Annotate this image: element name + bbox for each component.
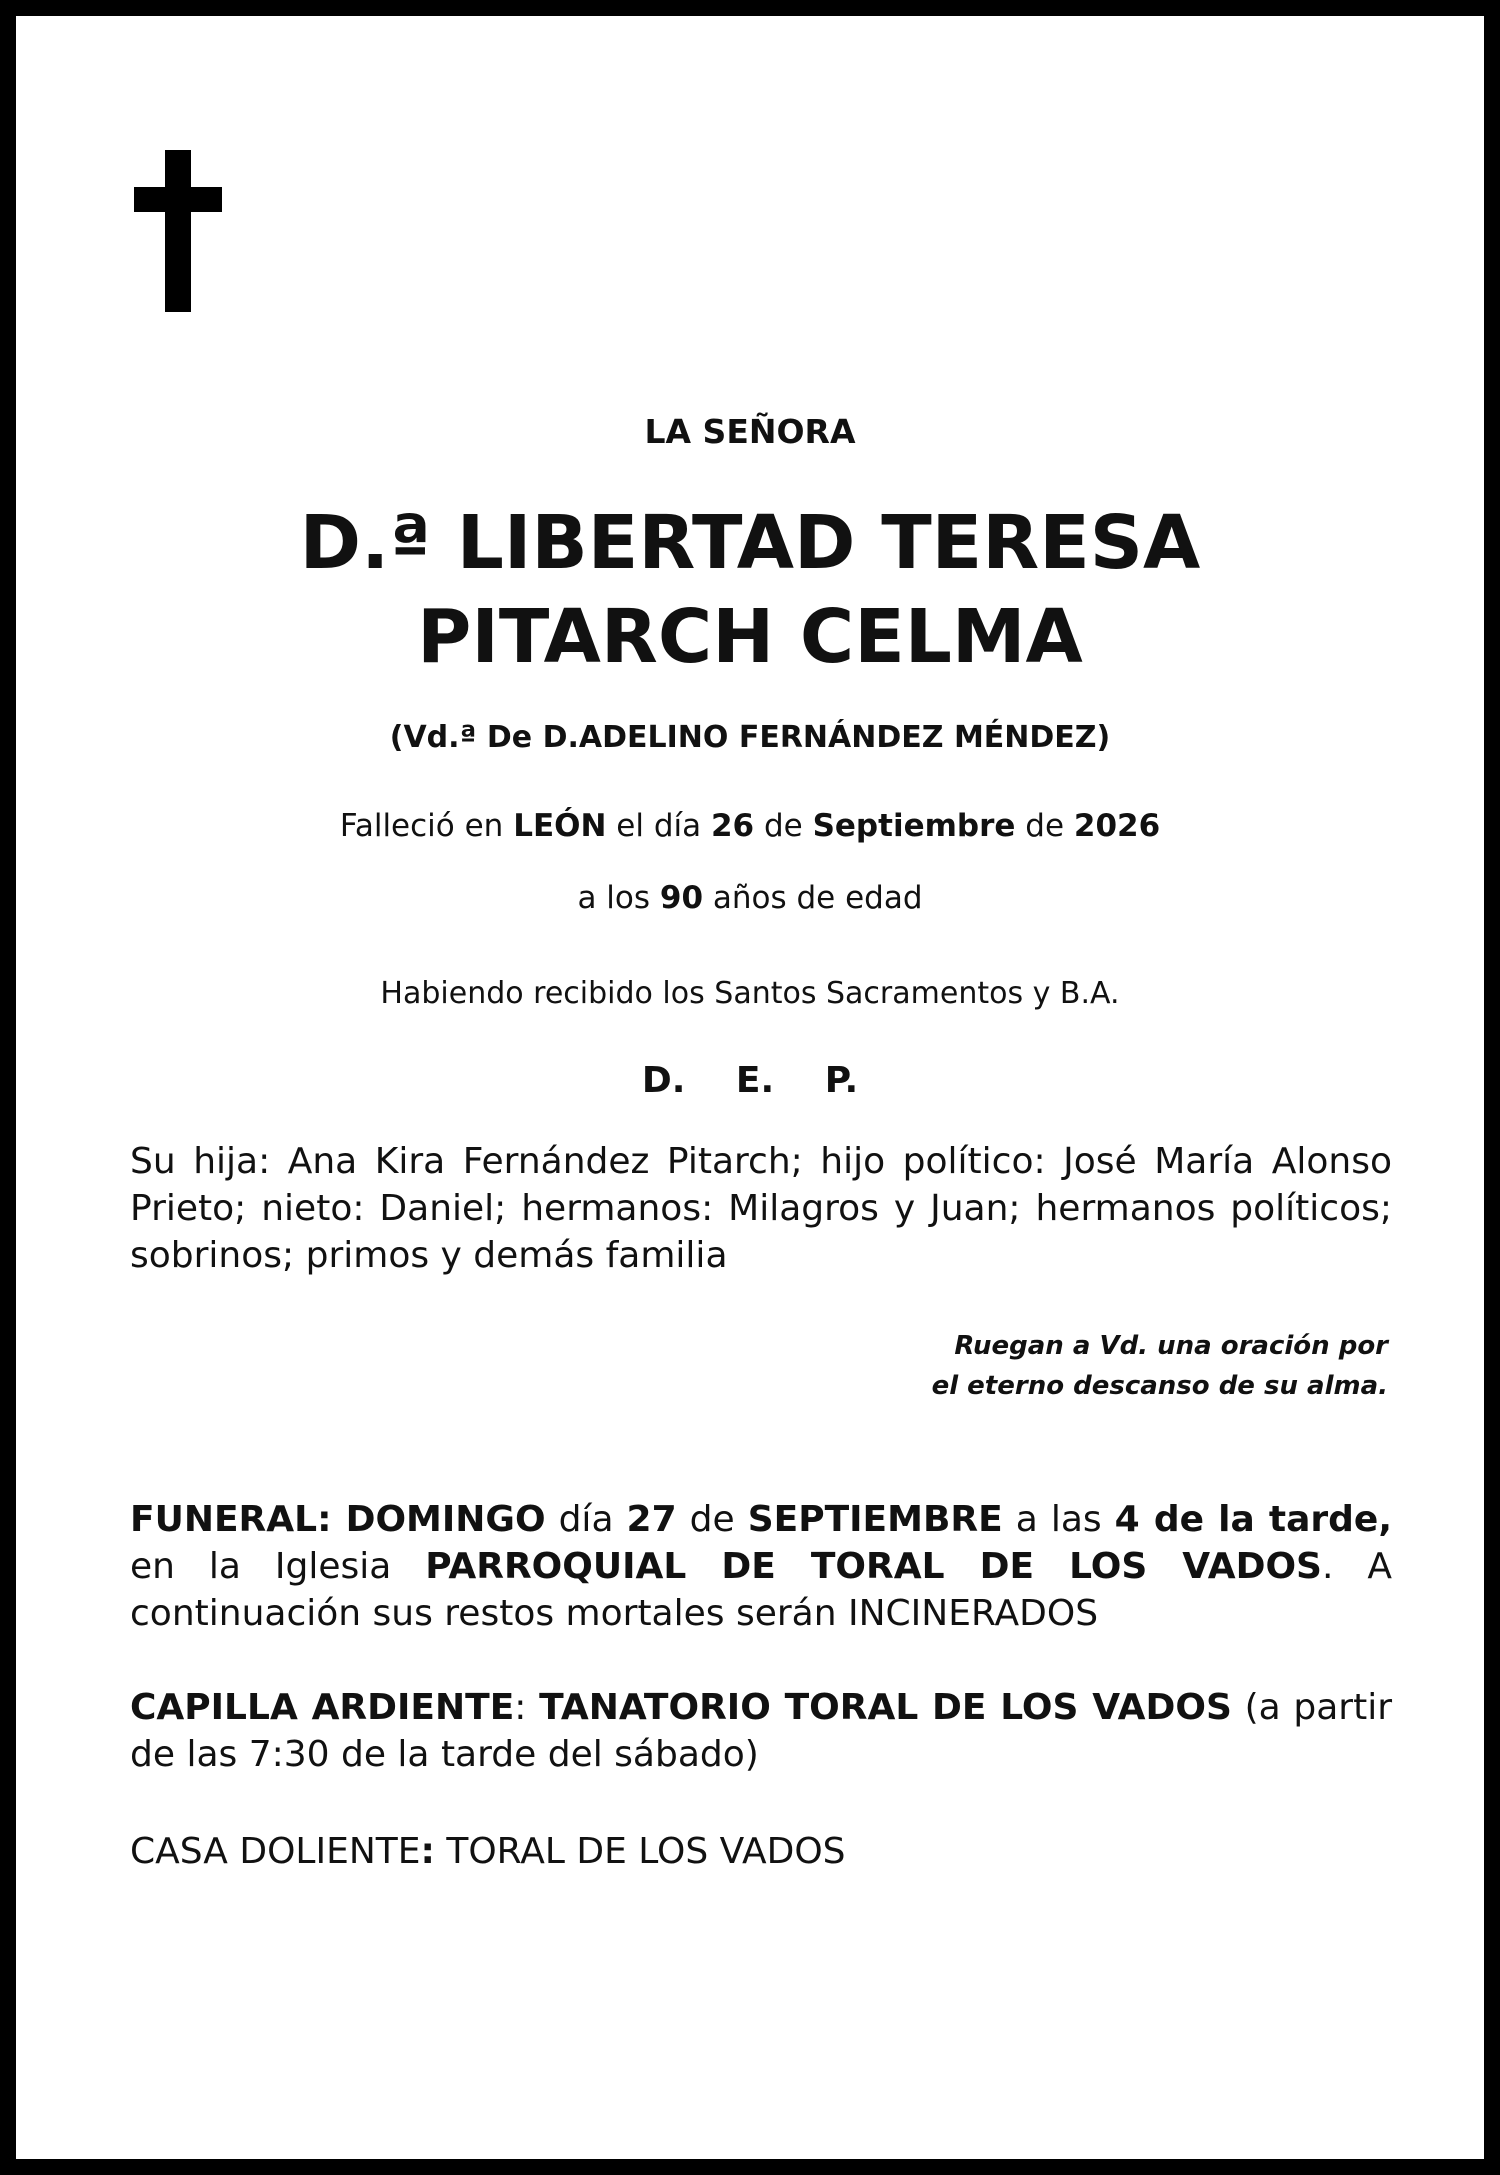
dep-line: D. E. P. bbox=[641, 1060, 859, 1101]
house-paragraph bbox=[130, 1828, 1392, 1875]
prayer-request bbox=[932, 1326, 1388, 1406]
funeral-text-1: día bbox=[545, 1499, 627, 1540]
funeral-text-5: . A continuación sus restos mortales serán INCINERADOS bbox=[130, 1546, 1392, 1634]
house-label: CASA DOLIENTE bbox=[130, 1831, 421, 1872]
family-paragraph: Su hija: Ana Kira Fernández Pitarch; hijo político: José María Alonso Prieto; nieto: Daniel; hermanos: Milagros y Juan; hermanos políticos; sobrinos; primos y demás familia bbox=[130, 1141, 1392, 1276]
notice-intro: LA SEÑORA bbox=[644, 412, 856, 451]
deceased-name-line1: D.ª LIBERTAD TERESA bbox=[299, 500, 1201, 586]
funeral-label: FUNERAL: DOMINGO bbox=[130, 1499, 546, 1540]
cross-horizontal-bar bbox=[134, 187, 222, 212]
funeral-day: 27 bbox=[626, 1499, 677, 1540]
cross-vertical-bar bbox=[165, 150, 191, 312]
widow-of-line: (Vd.ª De D.ADELINO FERNÁNDEZ MÉNDEZ) bbox=[389, 720, 1111, 755]
age-years: 90 bbox=[659, 880, 704, 916]
death-month: Septiembre bbox=[812, 808, 1016, 844]
funeral-text-4: en la Iglesia bbox=[130, 1546, 426, 1587]
funeral-text-2: de bbox=[676, 1499, 748, 1540]
chapel-paragraph bbox=[130, 1684, 1392, 1778]
age-line bbox=[0, 880, 1500, 916]
funeral-time: 4 de la tarde, bbox=[1114, 1499, 1392, 1540]
house-place: TORAL DE LOS VADOS bbox=[434, 1831, 846, 1872]
death-line bbox=[0, 808, 1500, 844]
death-day: 26 bbox=[710, 808, 755, 844]
chapel-colon: : bbox=[514, 1687, 540, 1728]
house-colon: : bbox=[420, 1831, 435, 1872]
prayer-line2: el eterno descanso de su alma. bbox=[931, 1371, 1388, 1401]
funeral-church: PARROQUIAL DE TORAL DE LOS VADOS bbox=[425, 1546, 1322, 1587]
sacraments-line: Habiendo recibido los Santos Sacramentos y B.A. bbox=[380, 976, 1120, 1011]
death-text-4: de bbox=[1015, 808, 1074, 844]
age-text-2: años de edad bbox=[703, 880, 923, 916]
death-text-2: el día bbox=[606, 808, 711, 844]
funeral-month: SEPTIEMBRE bbox=[747, 1499, 1003, 1540]
death-text-3: de bbox=[754, 808, 813, 844]
chapel-label: CAPILLA ARDIENTE bbox=[130, 1687, 515, 1728]
chapel-place: TANATORIO TORAL DE LOS VADOS bbox=[539, 1687, 1232, 1728]
age-text-1: a los bbox=[577, 880, 660, 916]
death-year: 2026 bbox=[1073, 808, 1161, 844]
cross-icon bbox=[134, 150, 222, 312]
death-text-1: Falleció en bbox=[339, 808, 514, 844]
funeral-paragraph bbox=[130, 1496, 1392, 1637]
prayer-line1: Ruegan a Vd. una oración por bbox=[954, 1331, 1388, 1361]
funeral-text-3: a las bbox=[1002, 1499, 1115, 1540]
chapel-text-1: (a partir de las 7:30 de la tarde del sábado) bbox=[130, 1687, 1392, 1775]
deceased-name-line2: PITARCH CELMA bbox=[417, 594, 1083, 680]
death-place: LEÓN bbox=[513, 808, 607, 844]
